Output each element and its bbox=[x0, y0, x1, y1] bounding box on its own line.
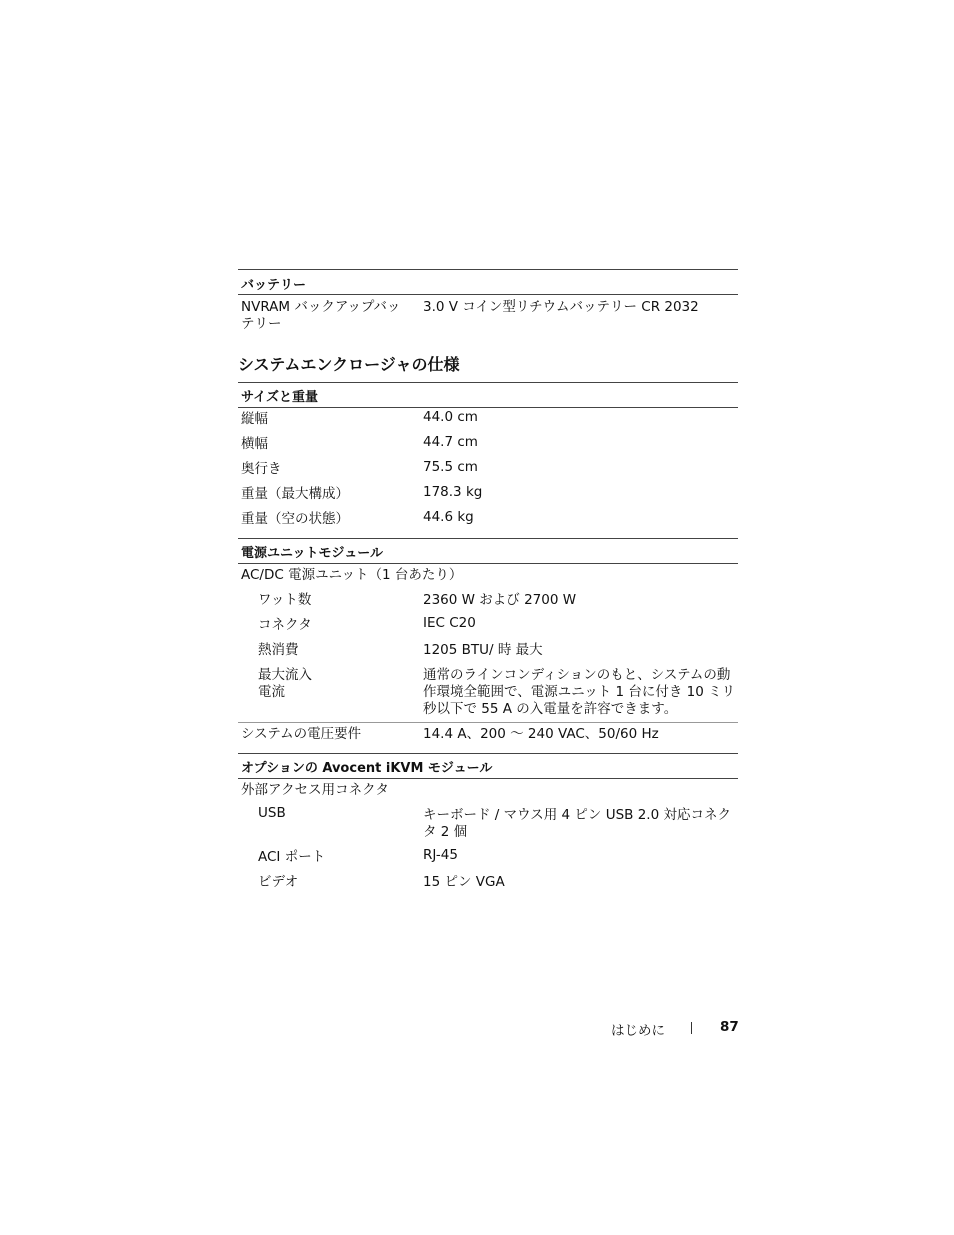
aci-value: RJ-45 bbox=[423, 847, 458, 863]
voltage-label: システムの電圧要件 bbox=[241, 726, 362, 742]
battery-label: NVRAM バックアップバッテリー bbox=[241, 299, 401, 332]
video-label: ビデオ bbox=[258, 874, 299, 890]
ikvm-sub-label: 外部アクセス用コネクタ bbox=[241, 782, 389, 798]
table-top-rule bbox=[238, 538, 738, 539]
aci-label: ACI ポート bbox=[258, 849, 326, 865]
inrush-value: 通常のラインコンディションのもと、システムの動作環境全範囲で、電源ユニット 1 台に付き 10 ミリ秒以下で 55 A の入電量を許容できます。 bbox=[423, 667, 736, 717]
header-rule bbox=[238, 407, 738, 408]
table-top-rule bbox=[238, 753, 738, 754]
usb-label: USB bbox=[258, 805, 286, 821]
table-top-rule bbox=[238, 269, 738, 270]
heat-value: 1205 BTU/ 時 最大 bbox=[423, 642, 543, 658]
battery-value: 3.0 V コイン型リチウムバッテリー CR 2032 bbox=[423, 299, 699, 315]
height-label: 縦幅 bbox=[241, 411, 268, 427]
header-rule bbox=[238, 778, 738, 779]
size-weight-header: サイズと重量 bbox=[241, 390, 318, 405]
footer-section: はじめに bbox=[611, 1023, 665, 1039]
width-label: 横幅 bbox=[241, 436, 268, 452]
header-rule bbox=[238, 294, 738, 295]
ikvm-header: オプションの Avocent iKVM モジュール bbox=[241, 761, 493, 776]
psu-sub-label: AC/DC 電源ユニット（1 台あたり） bbox=[241, 567, 463, 583]
row-divider bbox=[238, 722, 738, 723]
inrush-label: 最大流入電流 bbox=[258, 667, 312, 700]
height-value: 44.0 cm bbox=[423, 409, 478, 425]
weight-max-value: 178.3 kg bbox=[423, 484, 483, 500]
table-top-rule bbox=[238, 382, 738, 383]
depth-label: 奥行き bbox=[241, 461, 282, 477]
header-rule bbox=[238, 563, 738, 564]
connector-label: コネクタ bbox=[258, 617, 312, 633]
connector-value: IEC C20 bbox=[423, 615, 476, 631]
weight-empty-value: 44.6 kg bbox=[423, 509, 474, 525]
psu-header: 電源ユニットモジュール bbox=[241, 546, 383, 561]
heat-label: 熱消費 bbox=[258, 642, 299, 658]
width-value: 44.7 cm bbox=[423, 434, 478, 450]
video-value: 15 ピン VGA bbox=[423, 874, 505, 890]
wattage-value: 2360 W および 2700 W bbox=[423, 592, 577, 608]
weight-empty-label: 重量（空の状態） bbox=[241, 511, 349, 527]
depth-value: 75.5 cm bbox=[423, 459, 478, 475]
enclosure-title: システムエンクロージャの仕様 bbox=[238, 355, 460, 374]
weight-max-label: 重量（最大構成） bbox=[241, 486, 349, 502]
wattage-label: ワット数 bbox=[258, 592, 312, 608]
footer-separator bbox=[691, 1022, 692, 1034]
battery-header: バッテリー bbox=[241, 278, 307, 293]
page-number: 87 bbox=[720, 1019, 739, 1035]
voltage-value: 14.4 A、200 ～ 240 VAC、50/60 Hz bbox=[423, 726, 659, 742]
usb-value: キーボード / マウス用 4 ピン USB 2.0 対応コネクタ 2 個 bbox=[423, 807, 731, 840]
